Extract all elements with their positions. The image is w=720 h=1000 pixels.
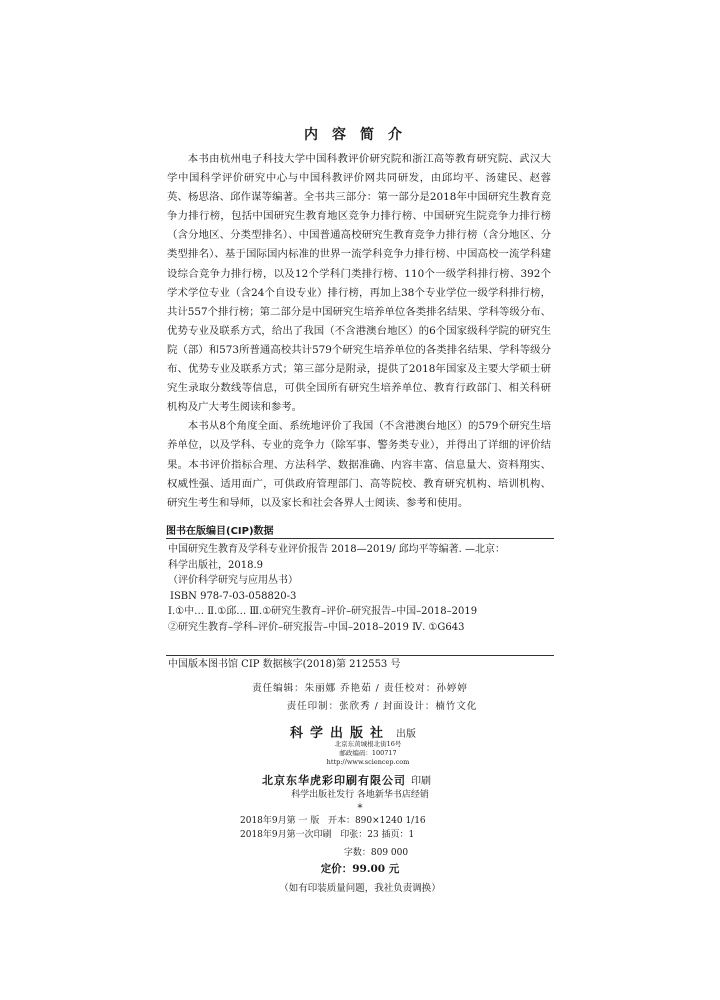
printer-name: 北京东华虎彩印刷有限公司 [262, 774, 406, 787]
cip-bottom-rule [166, 655, 554, 656]
cip-heading: 图书在版编目(CIP)数据 [166, 526, 274, 537]
printing-label: 2018年9月第一次印刷 [240, 830, 332, 840]
intro-title: 内容简介 [304, 127, 416, 143]
edition-line [240, 815, 540, 827]
cip-line: （评价科学研究与应用丛书） [168, 575, 298, 586]
publisher-website: http://www.sciencep.com [326, 758, 410, 766]
cip-line: 科学出版社，2018.9 [168, 559, 263, 571]
cip-line: Ⅰ.①中… Ⅱ.①邱… Ⅲ.①研究生教育–评价–研究报告–中国–2018–2019 [168, 606, 478, 617]
publisher-line [290, 722, 416, 741]
edition-label: 2018年9月第 一 版 [240, 816, 320, 826]
production-credits: 责任印制：张欣秀 / 封面设计：楠竹文化 [286, 701, 478, 712]
separator-star: * [357, 803, 363, 814]
printer-tag: 印刷 [411, 776, 431, 787]
publisher-tag: 出版 [396, 729, 417, 740]
publisher-postcode: 邮政编码：100717 [339, 749, 397, 757]
printer-line [262, 769, 431, 788]
word-count: 字数：809 000 [343, 848, 409, 858]
cip-line: ②研究生教育–学科–评价–研究报告–中国–2018–2019 Ⅳ. ①G643 [168, 621, 465, 633]
intro-paragraph-1: 本书由杭州电子科技大学中国科教评价研究院和浙江高等教育研究院、武汉大学中国科学评价研究中心与中国科教评价网共同研发，由邱均平、汤建民、赵蓉英、杨思洛、邱作谋等编著。全书共三部分：第一部分是2018年中国研究生教育竞争力排行榜，包括中国研究生教育地区竞争力排行榜、中国研究生院竞争力排行榜（含分地区、分类型排名）、中国普通高校研究生教育竞争力排行榜（含分地区、分类型排名）、基于国际国内标准的世界一流学科竞争力排行榜、中国高校一流学科建设综合竞争力排行榜，以及12个学科门类排行榜、110个一级学科排行榜、392个学术学位专业（含24个自设专业）排行榜，再加上38个专业学位一级学科排行榜，共计557个排行榜；第二部分是中国研究生培养单位各类排名结果、学科等级分布、优势专业及联系方式，给出了我国（不含港澳台地区）的6个国家级科学院的研究生院（部）和573所普通高校共计579个研究生培养单位的各类排名结果、学科等级分布、优势专业及联系方式；第三部分是附录，提供了2018年国家及主要大学硕士研究生录取分数线等信息，可供全国所有研究生培养单位、教育行政部门、相关科研机构及广大考生阅读和参考。 [167, 153, 551, 414]
price: 定价：99.00 元 [320, 863, 400, 875]
sheets-value: 印张：23 插页：1 [340, 830, 415, 840]
distribution-line: 科学出版社发行 各地新华书店经销 [291, 790, 429, 800]
cip-number: 中国版本图书馆 CIP 数据核字(2018)第 212553 号 [168, 659, 401, 670]
cip-top-rule [166, 538, 554, 539]
cip-line: 中国研究生教育及学科专业评价报告 2018—2019/ 邱均平等编著. —北京： [168, 544, 505, 555]
cip-line: ISBN 978-7-03-058820-3 [170, 590, 297, 602]
editor-credits: 责任编辑：朱丽娜 乔艳茹 / 责任校对：孙婷婷 [252, 683, 468, 694]
cip-record [168, 542, 552, 635]
quality-note: （如有印装质量问题，我社负责调换） [279, 883, 441, 894]
intro-paragraph-2: 本书从8个角度全面、系统地评价了我国（不含港澳台地区）的579个研究生培养单位，以及学科、专业的竞争力（除军事、警务类专业），并得出了详细的评价结果。本书评价指标合理、方法科学、数据准确、内容丰富、信息量大、资料翔实、权威性强、适用面广，可供政府管理部门、高等院校、教育研究机构、培训机构、研究生考生和导师，以及家长和社会各界人士阅读、参考和使用。 [167, 420, 551, 509]
publisher-address: 北京东黄城根北街16号 [334, 740, 402, 748]
printing-line [240, 829, 540, 841]
publisher-name: 科学出版社 [290, 726, 391, 741]
intro-body [167, 150, 551, 513]
format-value: 开本：890×1240 1/16 [327, 816, 426, 826]
